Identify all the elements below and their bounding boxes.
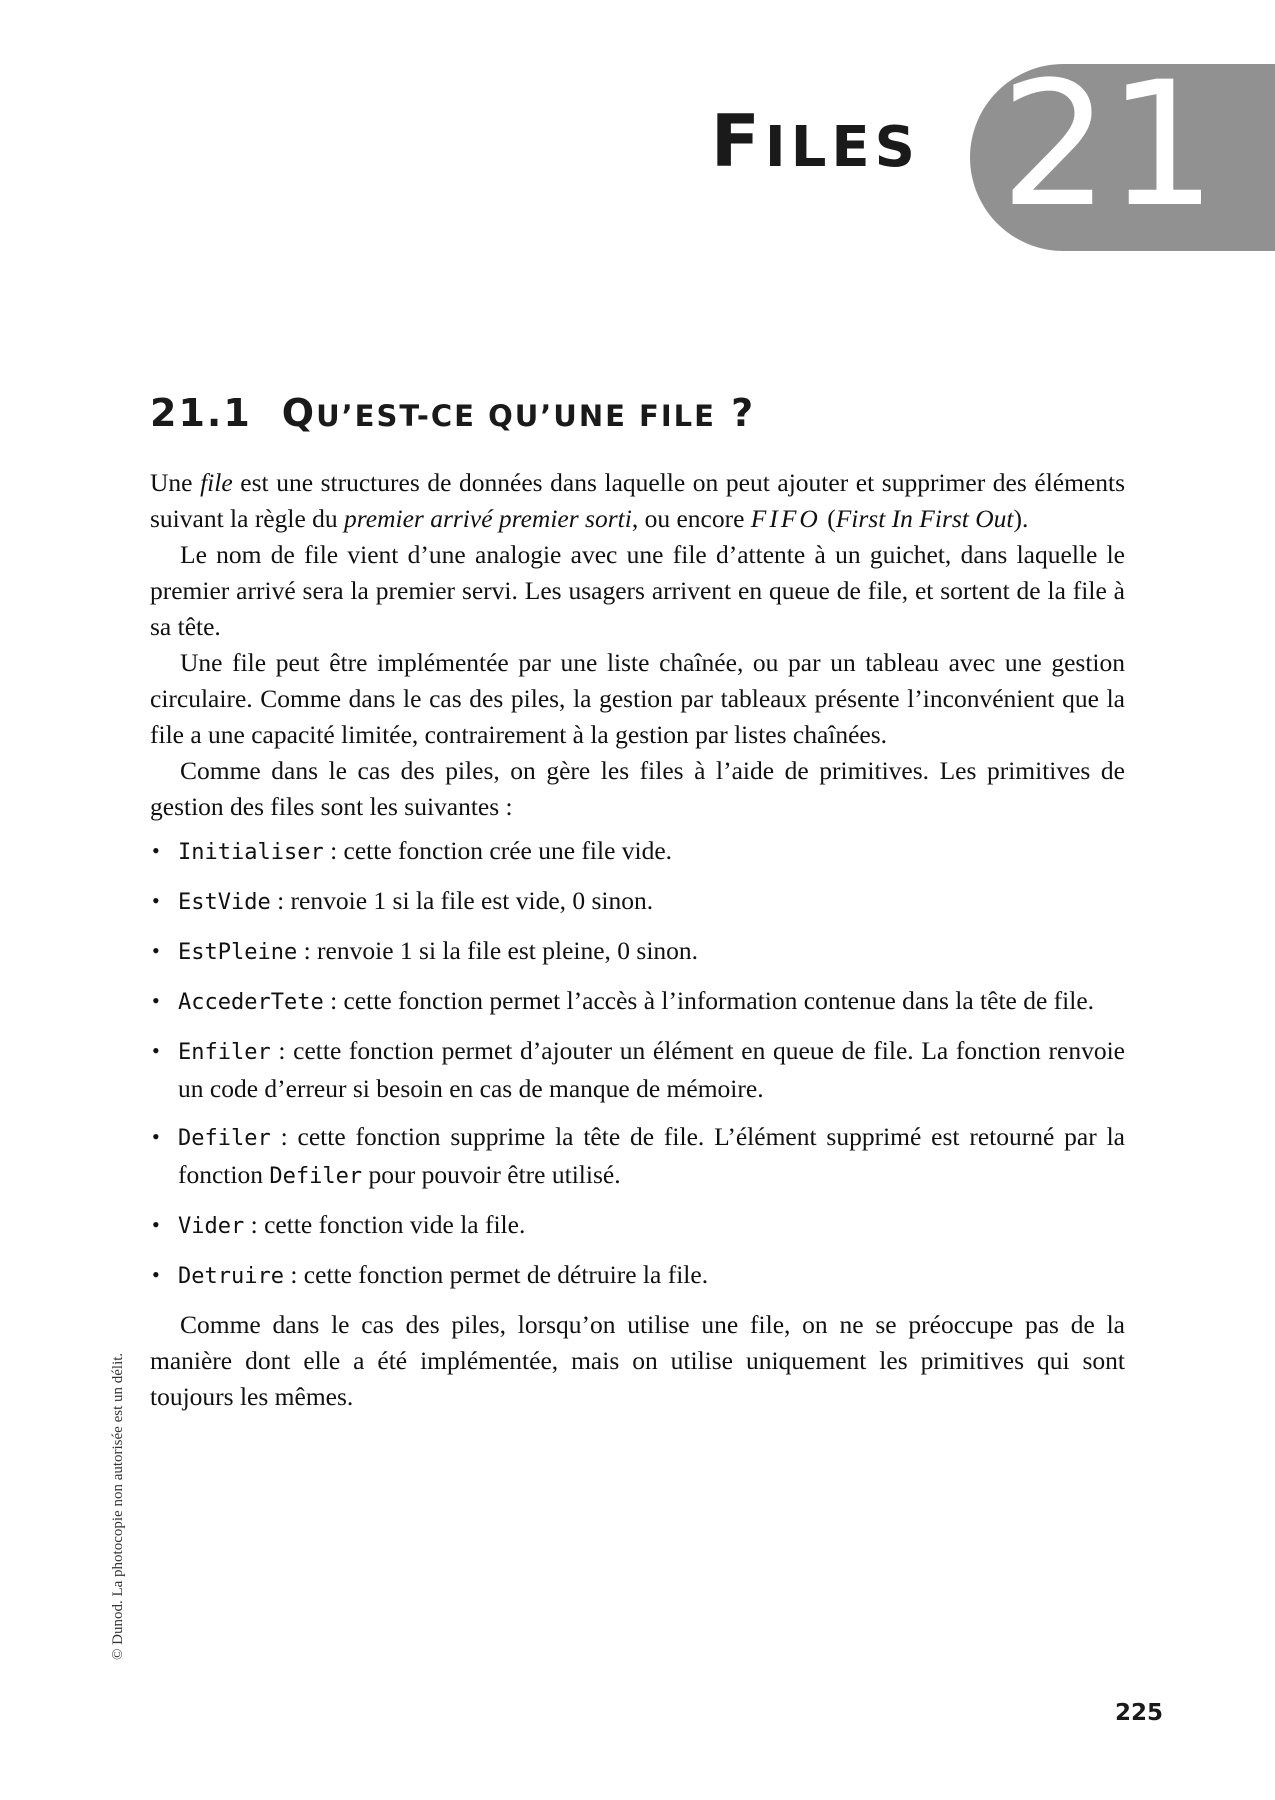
text-span: Une (150, 468, 201, 497)
emphasis-file: file (200, 468, 233, 497)
section-heading (150, 391, 755, 435)
section-title-initial: Q (281, 391, 317, 435)
paragraph-intro (150, 465, 1125, 537)
paragraph-analogy: Le nom de file vient d’une analogie avec une file d’attente à un guichet, dans laquelle le premier arrivé sera la premier servi. Les usagers arrivent en queue de file, et sortent de la file à sa tête. (150, 540, 1125, 641)
page-number: 225 (1114, 1700, 1163, 1726)
primitive-description: : cette fonction supprime la tête de file. L’élément supprimé est retourné par la fonction (178, 1122, 1125, 1189)
list-item (150, 833, 1125, 871)
primitive-description: : renvoie 1 si la file est vide, 0 sinon. (270, 886, 654, 915)
text-span: ( (820, 504, 836, 533)
list-item (150, 933, 1125, 971)
primitive-name: Vider (178, 1214, 245, 1239)
emphasis-first-in-first-out: First In First Out (835, 504, 1014, 533)
primitive-description: : cette fonction vide la file. (244, 1210, 526, 1239)
bullet-icon: • (152, 938, 160, 963)
primitive-name: EstVide (178, 890, 271, 915)
paragraph-conclusion: Comme dans le cas des piles, lorsqu’on utilise une file, on ne se préoccupe pas de la manière dont elle a été implémentée, mais on utilise uniquement les primitives qui sont toujours les mêmes. (150, 1310, 1125, 1411)
primitive-description: : cette fonction crée une file vide. (323, 836, 673, 865)
bullet-icon: • (152, 1212, 160, 1237)
primitive-name: EstPleine (178, 940, 298, 965)
emphasis-fifo: FIFO (750, 504, 821, 533)
paragraph-implementation: Une file peut être implémentée par une liste chaînée, ou par un tableau avec une gestion circulaire. Comme dans le cas des piles, la gestion par tableaux présente l’inconvénient que la file a une capacité limitée, contrairement à la gestion par listes chaînées. (150, 648, 1125, 749)
primitive-name: Defiler (178, 1126, 271, 1151)
primitive-name: Initialiser (178, 840, 324, 865)
chapter-title-rest: ILES (764, 115, 920, 180)
primitive-description: : cette fonction permet l’accès à l’information contenue dans la tête de file. (323, 986, 1095, 1015)
list-item (150, 1119, 1125, 1195)
primitive-name: AccederTete (178, 990, 324, 1015)
list-item (150, 1257, 1125, 1295)
copyright-margin-note: © Dunod. La photocopie non autorisée est un délit. (110, 1352, 126, 1660)
text-span: , ou encore (631, 504, 751, 533)
list-item (150, 883, 1125, 921)
bullet-icon: • (152, 988, 160, 1013)
chapter-number: 21 (1000, 44, 1215, 245)
body-text (150, 465, 1125, 1415)
bullet-icon: • (152, 1038, 160, 1063)
section-number: 21.1 (150, 391, 252, 435)
emphasis-fifo-rule: premier arrivé premier sorti (344, 504, 632, 533)
list-item (150, 1033, 1125, 1107)
primitive-description: : cette fonction permet de détruire la file. (283, 1260, 709, 1289)
text-span: ). (1013, 504, 1029, 533)
list-item (150, 983, 1125, 1021)
primitive-name: Enfiler (178, 1040, 271, 1065)
text-span: est une structures de données dans laquelle on peut ajouter et supprimer des éléments suivant la règle du (150, 468, 1126, 533)
section-title-rest: U’EST-CE QU’UNE FILE (316, 399, 716, 433)
section-title-end: ? (715, 391, 756, 435)
chapter-title (710, 99, 920, 183)
primitive-description-end: pour pouvoir être utilisé. (362, 1160, 621, 1189)
bullet-icon: • (152, 838, 160, 863)
primitive-name-inline: Defiler (269, 1164, 363, 1189)
primitive-name: Detruire (178, 1264, 284, 1289)
paragraph-primitives-intro: Comme dans le cas des piles, on gère les files à l’aide de primitives. Les primitives de gestion des files sont les suivantes : (150, 756, 1125, 821)
bullet-icon: • (152, 888, 160, 913)
primitives-list (150, 833, 1125, 1295)
bullet-icon: • (152, 1124, 160, 1149)
bullet-icon: • (152, 1262, 160, 1287)
list-item (150, 1207, 1125, 1245)
chapter-title-initial: F (710, 99, 765, 183)
primitive-description: : cette fonction permet d’ajouter un élément en queue de file. La fonction renvoie un code d’erreur si besoin en cas de manque de mémoire. (178, 1036, 1125, 1103)
primitive-description: : renvoie 1 si la file est pleine, 0 sinon. (297, 936, 699, 965)
